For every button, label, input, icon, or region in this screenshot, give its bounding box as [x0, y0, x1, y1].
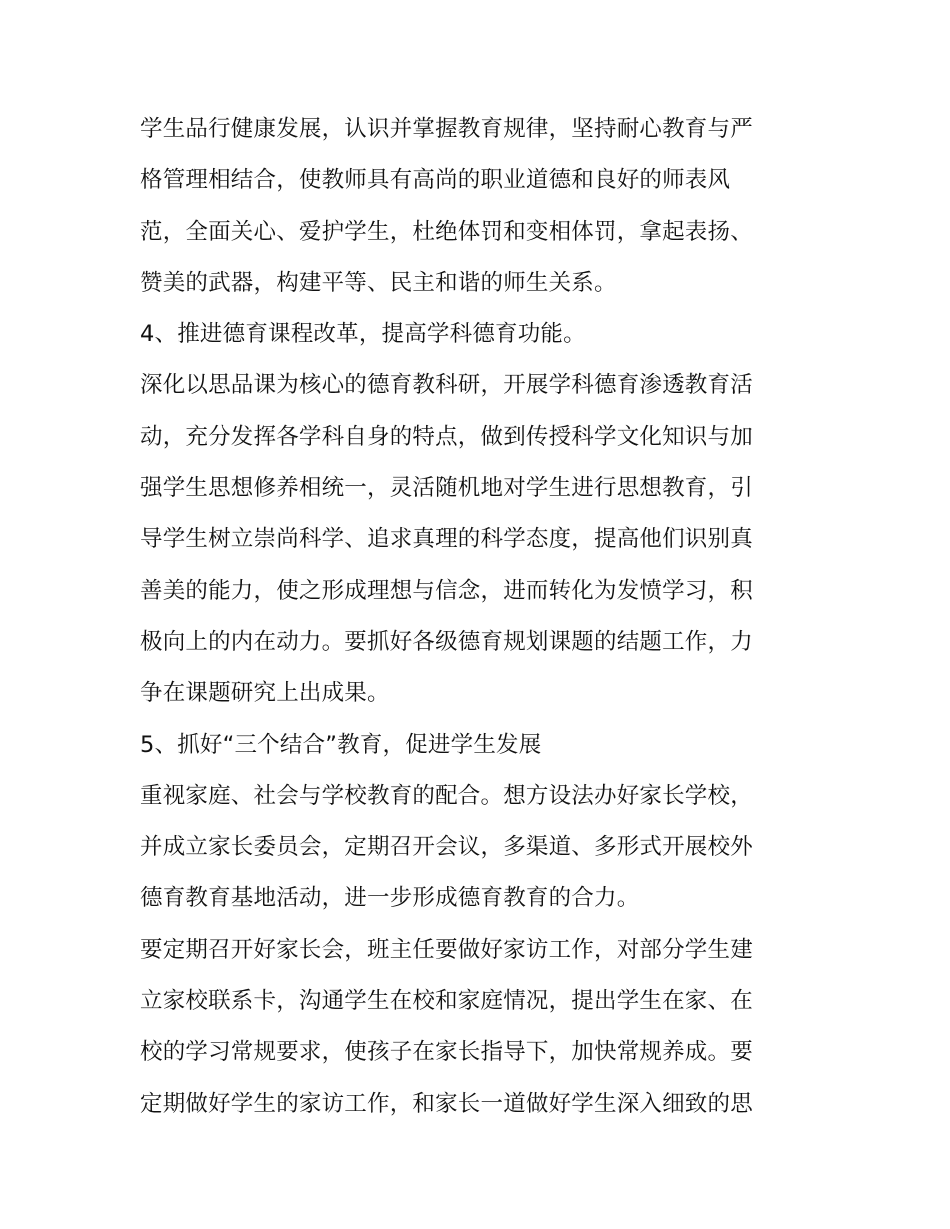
paragraph-parent-meetings	[140, 925, 820, 1130]
heading-section-5	[140, 720, 820, 771]
text-line: 校的学习常规要求，使孩子在家长指导下，加快常规养成。要	[140, 1039, 753, 1066]
text-line: 重视家庭、社会与学校教育的配合。想方设法办好家长学校，	[140, 782, 753, 809]
text-line: 赞美的武器，构建平等、民主和谐的师生关系。	[140, 269, 617, 296]
paragraph-moral-curriculum	[140, 360, 820, 719]
text-line: 并成立家长委员会，定期召开会议，多渠道、多形式开展校外	[140, 834, 753, 861]
text-line: 要定期召开好家长会，班主任要做好家访工作，对部分学生建	[140, 936, 753, 963]
text-line: 范，全面关心、爱护学生，杜绝体罚和变相体罚，拿起表扬、	[140, 218, 753, 245]
document-body	[140, 104, 820, 1130]
text-line: 强学生思想修养相统一，灵活随机地对学生进行思想教育，引	[140, 475, 753, 502]
text-line: 动，充分发挥各学科自身的特点，做到传授科学文化知识与加	[140, 423, 753, 450]
text-line: 深化以思品课为核心的德育教科研，开展学科德育渗透教育活	[140, 372, 753, 399]
text-line: 立家校联系卡，沟通学生在校和家庭情况，提出学生在家、在	[140, 988, 753, 1015]
text-line: 格管理相结合，使教师具有高尚的职业道德和良好的师表风	[140, 167, 731, 194]
heading-section-4	[140, 309, 820, 360]
text-line: 善美的能力，使之形成理想与信念，进而转化为发愤学习，积	[140, 577, 753, 604]
text-line: 学生品行健康发展，认识并掌握教育规律，坚持耐心教育与严	[140, 116, 753, 142]
text-line: 极向上的内在动力。要抓好各级德育规划课题的结题工作，力	[140, 628, 753, 655]
text-line: 导学生树立崇尚科学、追求真理的科学态度，提高他们识别真	[140, 526, 753, 553]
text-line: 德育教育基地活动，进一步形成德育教育的合力。	[140, 885, 640, 912]
section-heading: 4、推进德育课程改革，提高学科德育功能。	[140, 321, 586, 348]
text-line: 定期做好学生的家访工作，和家长一道做好学生深入细致的思	[140, 1090, 753, 1117]
text-line: 争在课题研究上出成果。	[140, 680, 390, 707]
paragraph-teacher-ethics	[140, 104, 820, 309]
paragraph-family-society-school	[140, 771, 820, 925]
section-heading: 5、抓好“三个结合”教育，促进学生发展	[140, 731, 542, 758]
